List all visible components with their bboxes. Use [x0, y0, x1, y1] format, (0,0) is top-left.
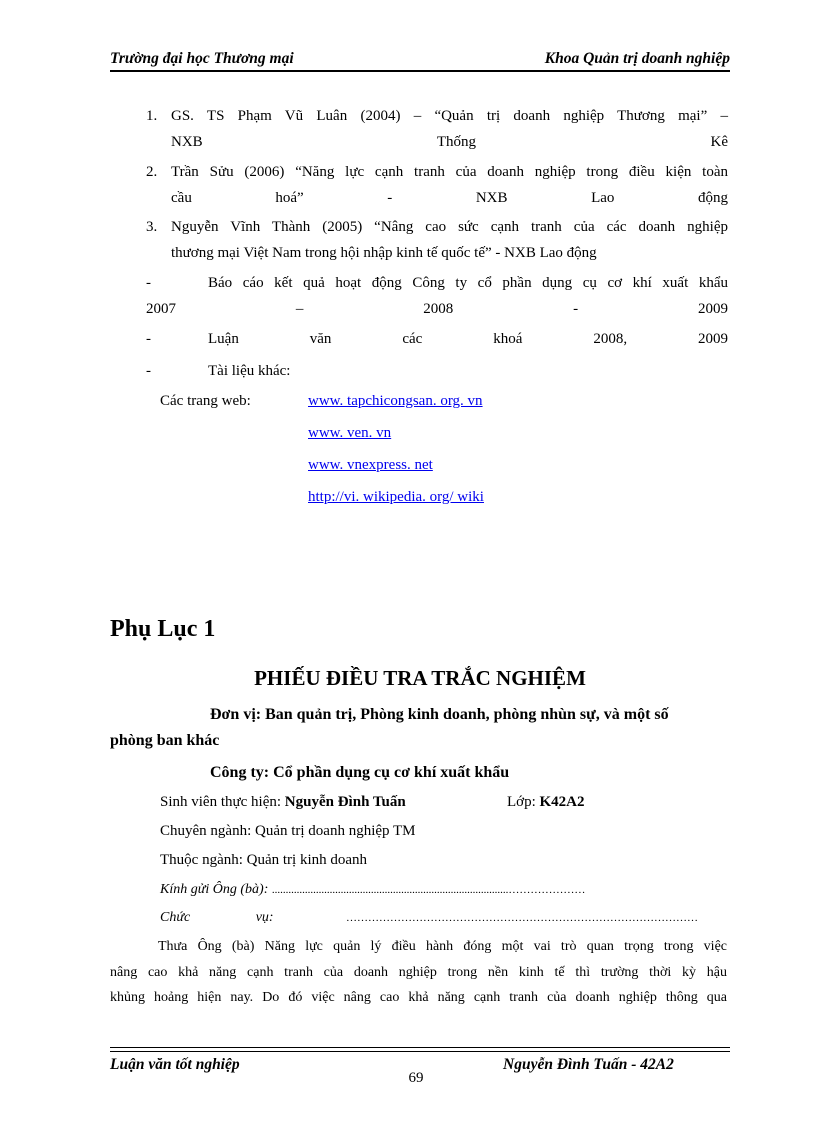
footer-author: Nguyễn Đình Tuấn - 42A2	[503, 1056, 674, 1073]
website-link-tapchicongsan[interactable]: www. tapchicongsan. org. vn	[308, 393, 483, 409]
dash-line: 2007 – 2008 - 2009	[146, 301, 728, 317]
page-number: 69	[408, 1070, 424, 1086]
dash-line: Tài liệu khác:	[208, 363, 291, 379]
dash-line: Luận văn các khoá 2008, 2009	[208, 331, 728, 347]
page-header	[110, 46, 730, 72]
survey-title: PHIẾU ĐIỀU TRA TRẮC NGHIỆM	[254, 666, 586, 690]
dash-line: Báo cáo kết quả hoạt động Công ty cổ phần dụng cụ cơ khí xuất khẩu	[208, 275, 728, 291]
reference-number: 1.	[146, 108, 158, 124]
website-link-ven[interactable]: www. ven. vn	[308, 425, 392, 441]
position-label: Chức vụ:	[160, 910, 274, 925]
reference-line: Trần Sửu (2006) “Năng lực cạnh tranh của doanh nghiệp trong điều kiện toàn	[171, 164, 728, 180]
position-dots: ……………………………………………………………………………………	[346, 912, 698, 924]
class-value: K42A2	[539, 794, 585, 810]
reference-line: Nguyễn Vĩnh Thành (2005) “Nâng cao sức cạnh tranh của các doanh nghiệp	[171, 219, 728, 235]
dash-item-other	[146, 358, 728, 384]
field-line: Thuộc ngành: Quản trị kinh doanh	[160, 852, 368, 868]
position-line	[160, 910, 726, 926]
website-link-vnexpress[interactable]: www. vnexpress. net	[308, 457, 433, 473]
dash-bullet: -	[146, 275, 151, 291]
website-link-wikipedia[interactable]: http://vi. wikipedia. org/ wiki	[308, 489, 484, 505]
addressee-line	[160, 882, 585, 898]
class-line	[507, 794, 585, 811]
footer-thesis: Luận văn tốt nghiệp	[110, 1056, 240, 1073]
appendix-heading: Phụ Lục 1	[110, 616, 216, 642]
student-name: Nguyễn Đình Tuấn	[284, 794, 406, 810]
reference-line: thương mại Việt Nam trong hội nhập kinh tế quốc tế” - NXB Lao động	[171, 245, 597, 261]
dash-bullet: -	[146, 363, 151, 379]
reference-item-2	[146, 159, 728, 211]
dash-bullet: -	[146, 331, 151, 347]
intro-line: nâng cao khả năng cạnh tranh của doanh nghiệp trong nền kinh tế thì trường thời kỳ hậu	[110, 964, 727, 980]
footer-rule-bottom	[110, 1051, 730, 1052]
websites-label: Các trang web:	[160, 393, 251, 409]
header-university: Trường đại học Thương mại	[110, 50, 294, 67]
intro-line: khủng hoảng hiện nay. Do đó việc nâng cao khả năng cạnh tranh của doanh nghiệp thông qua	[110, 990, 727, 1005]
reference-item-1	[146, 103, 728, 155]
footer-rule-top	[110, 1047, 730, 1048]
reference-line: cầu hoá” - NXB Lao động	[171, 190, 728, 206]
reference-line: GS. TS Phạm Vũ Luân (2004) – “Quản trị doanh nghiệp Thương mại” –	[171, 108, 728, 124]
reference-number: 3.	[146, 219, 158, 235]
intro-line: Thưa Ông (bà) Năng lực quản lý điều hành đóng một vai trò quan trọng trong việc	[158, 939, 727, 954]
header-rule	[110, 70, 730, 72]
unit-line: Đơn vị: Ban quản trị, Phòng kinh doanh, phòng nhùn sự, và một số	[210, 706, 669, 723]
reference-number: 2.	[146, 164, 158, 180]
dash-item-reports	[146, 270, 728, 322]
student-line	[160, 794, 406, 811]
header-faculty: Khoa Quản trị doanh nghiệp	[544, 50, 730, 67]
major-line: Chuyên ngành: Quản trị doanh nghiệp TM	[160, 823, 416, 839]
reference-item-3	[146, 214, 728, 266]
class-label: Lớp:	[507, 794, 536, 810]
company-line: Công ty: Cổ phần dụng cụ cơ khí xuất khẩu	[210, 764, 510, 781]
addressee-dots: ......................................................................................…………………	[271, 884, 586, 896]
student-label: Sinh viên thực hiện:	[160, 794, 282, 810]
reference-line: NXB Thống Kê	[171, 134, 728, 150]
addressee-label: Kính gửi Ông (bà):	[160, 882, 269, 897]
intro-paragraph	[110, 934, 727, 1011]
unit-line-continued: phòng ban khác	[110, 732, 220, 749]
dash-item-theses	[146, 326, 728, 352]
